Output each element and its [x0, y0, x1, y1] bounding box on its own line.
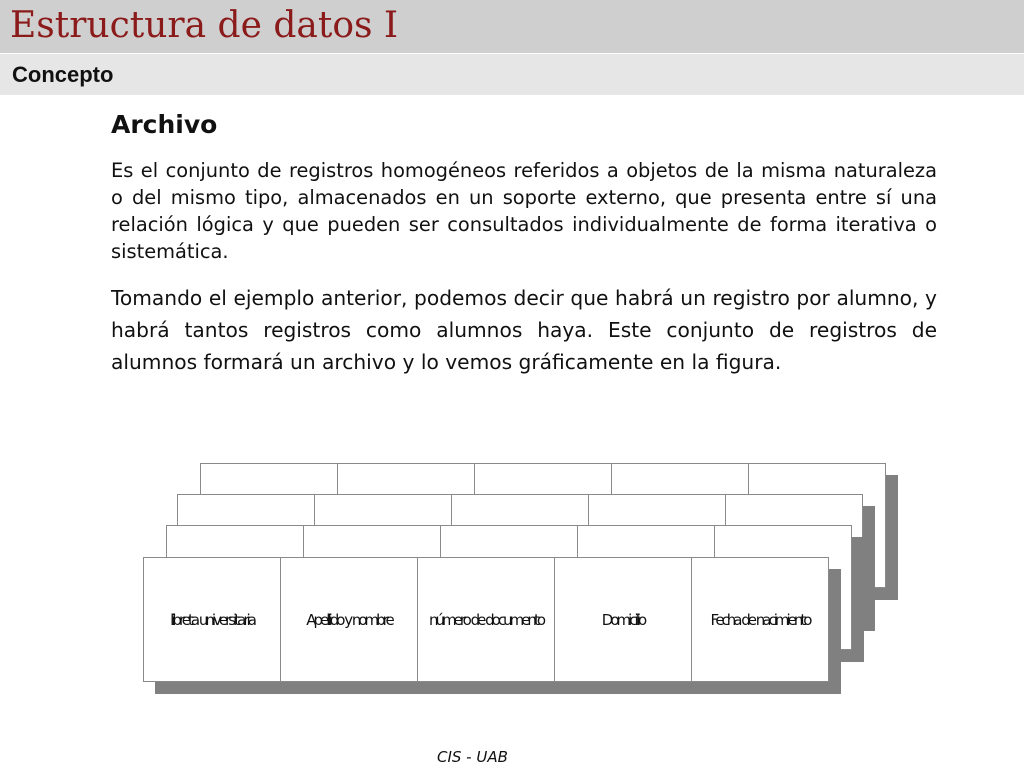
- field-apellido-nombre: Apellido y nombre: [306, 610, 392, 629]
- field-cell: [418, 558, 555, 681]
- field-domicilio: Domicilio: [601, 610, 645, 629]
- field-numero-documento: número de documento: [428, 610, 543, 629]
- record-front: [143, 557, 829, 682]
- field-fecha-nacimiento: Fecha de nacimiento: [710, 610, 810, 629]
- field-cell: [692, 558, 828, 681]
- field-cell: [281, 558, 418, 681]
- field-libreta: libreta universitaria: [170, 610, 254, 629]
- title-bar: [0, 0, 1024, 53]
- section-heading: Archivo: [111, 110, 218, 139]
- footer-text: CIS - UAB: [437, 748, 508, 766]
- definition-paragraph: Es el conjunto de registros homogéneos referidos a objetos de la misma naturaleza o del mismo tipo, almacenados en un soporte externo, que presenta entre sí una relación lógica y que pueden ser consultados individualmente de forma iterativa o sistemática.: [111, 159, 937, 263]
- field-cell: [144, 558, 281, 681]
- field-cell: [555, 558, 692, 681]
- slide-subtitle: Concepto: [12, 62, 114, 87]
- example-paragraph: Tomando el ejemplo anterior, podemos decir que habrá un registro por alumno, y habrá tantos registros como alumnos haya. Este conjunto de registros de alumnos formará un archivo y lo vemos gráficamente en la figura.: [111, 286, 937, 374]
- subtitle-bar: [0, 54, 1024, 95]
- slide-title: Estructura de datos I: [10, 5, 399, 46]
